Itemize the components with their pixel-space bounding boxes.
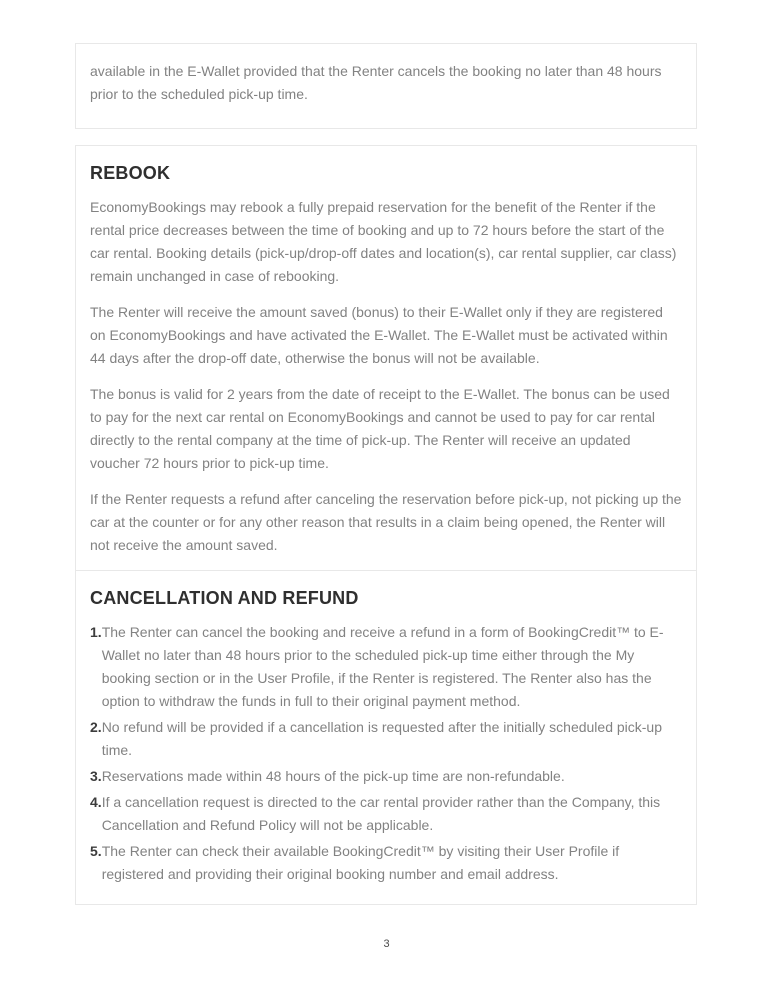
list-item [90,621,682,713]
list-item-number: 5. [90,843,102,859]
rebook-paragraph-3: The bonus is valid for 2 years from the date of receipt to the E-Wallet. The bonus can be used to pay for the next car rental on EconomyBookings and cannot be used to pay for car rental directly to the rental company at the time of pick-up. The Renter will receive an updated voucher 72 hours prior to pick-up time. [90,386,670,471]
section-intro-continuation [75,43,697,129]
list-item-text: If a cancellation request is directed to the car rental provider rather than the Company, this Cancellation and Refund Policy will not be applicable. [101,794,661,833]
list-item-text: No refund will be provided if a cancellation is requested after the initially scheduled pick-up time. [101,719,663,758]
list-item-text: The Renter can cancel the booking and receive a refund in a form of BookingCredit™ to E-Wallet no later than 48 hours prior to the scheduled pick-up time either through the My booking section or in the User Profile, if the Renter is registered. The Renter also has the option to withdraw the funds in full to their original payment method. [101,624,664,709]
rebook-paragraph-2: The Renter will receive the amount saved (bonus) to their E-Wallet only if they are registered on EconomyBookings and have activated the E-Wallet. The E-Wallet must be activated within 44 days after the drop-off date, otherwise the bonus will not be available. [90,304,668,366]
list-item-number: 3. [90,768,102,784]
list-item [90,716,682,762]
list-item-text: The Renter can check their available BookingCredit™ by visiting their User Profile if registered and providing their original booking number and email address. [101,843,620,882]
list-item [90,840,682,886]
cancellation-heading: CANCELLATION AND REFUND [90,588,359,608]
list-item-text: Reservations made within 48 hours of the pick-up time are non-refundable. [101,768,565,784]
list-item-number: 2. [90,719,102,735]
list-item-number: 4. [90,794,102,810]
list-item-number: 1. [90,624,102,640]
intro-paragraph: available in the E-Wallet provided that the Renter cancels the booking no later than 48 hours prior to the scheduled pick-up time. [90,63,662,102]
cancellation-list [90,621,682,886]
list-item [90,765,682,788]
rebook-heading: REBOOK [90,163,171,183]
page-number: 3 [383,938,390,950]
rebook-paragraph-1: EconomyBookings may rebook a fully prepaid reservation for the benefit of the Renter if the rental price decreases between the time of booking and up to 72 hours before the start of the car rental. Booking details (pick-up/drop-off dates and location(s), car rental supplier, car class) remain unchanged in case of rebooking. [90,199,677,284]
rebook-paragraph-4: If the Renter requests a refund after canceling the reservation before pick-up, not picking up the car at the counter or for any other reason that results in a claim being opened, the Renter will not receive the amount saved. [90,491,682,553]
section-cancellation-and-refund [75,570,697,905]
list-item [90,791,682,837]
section-rebook [75,145,697,576]
